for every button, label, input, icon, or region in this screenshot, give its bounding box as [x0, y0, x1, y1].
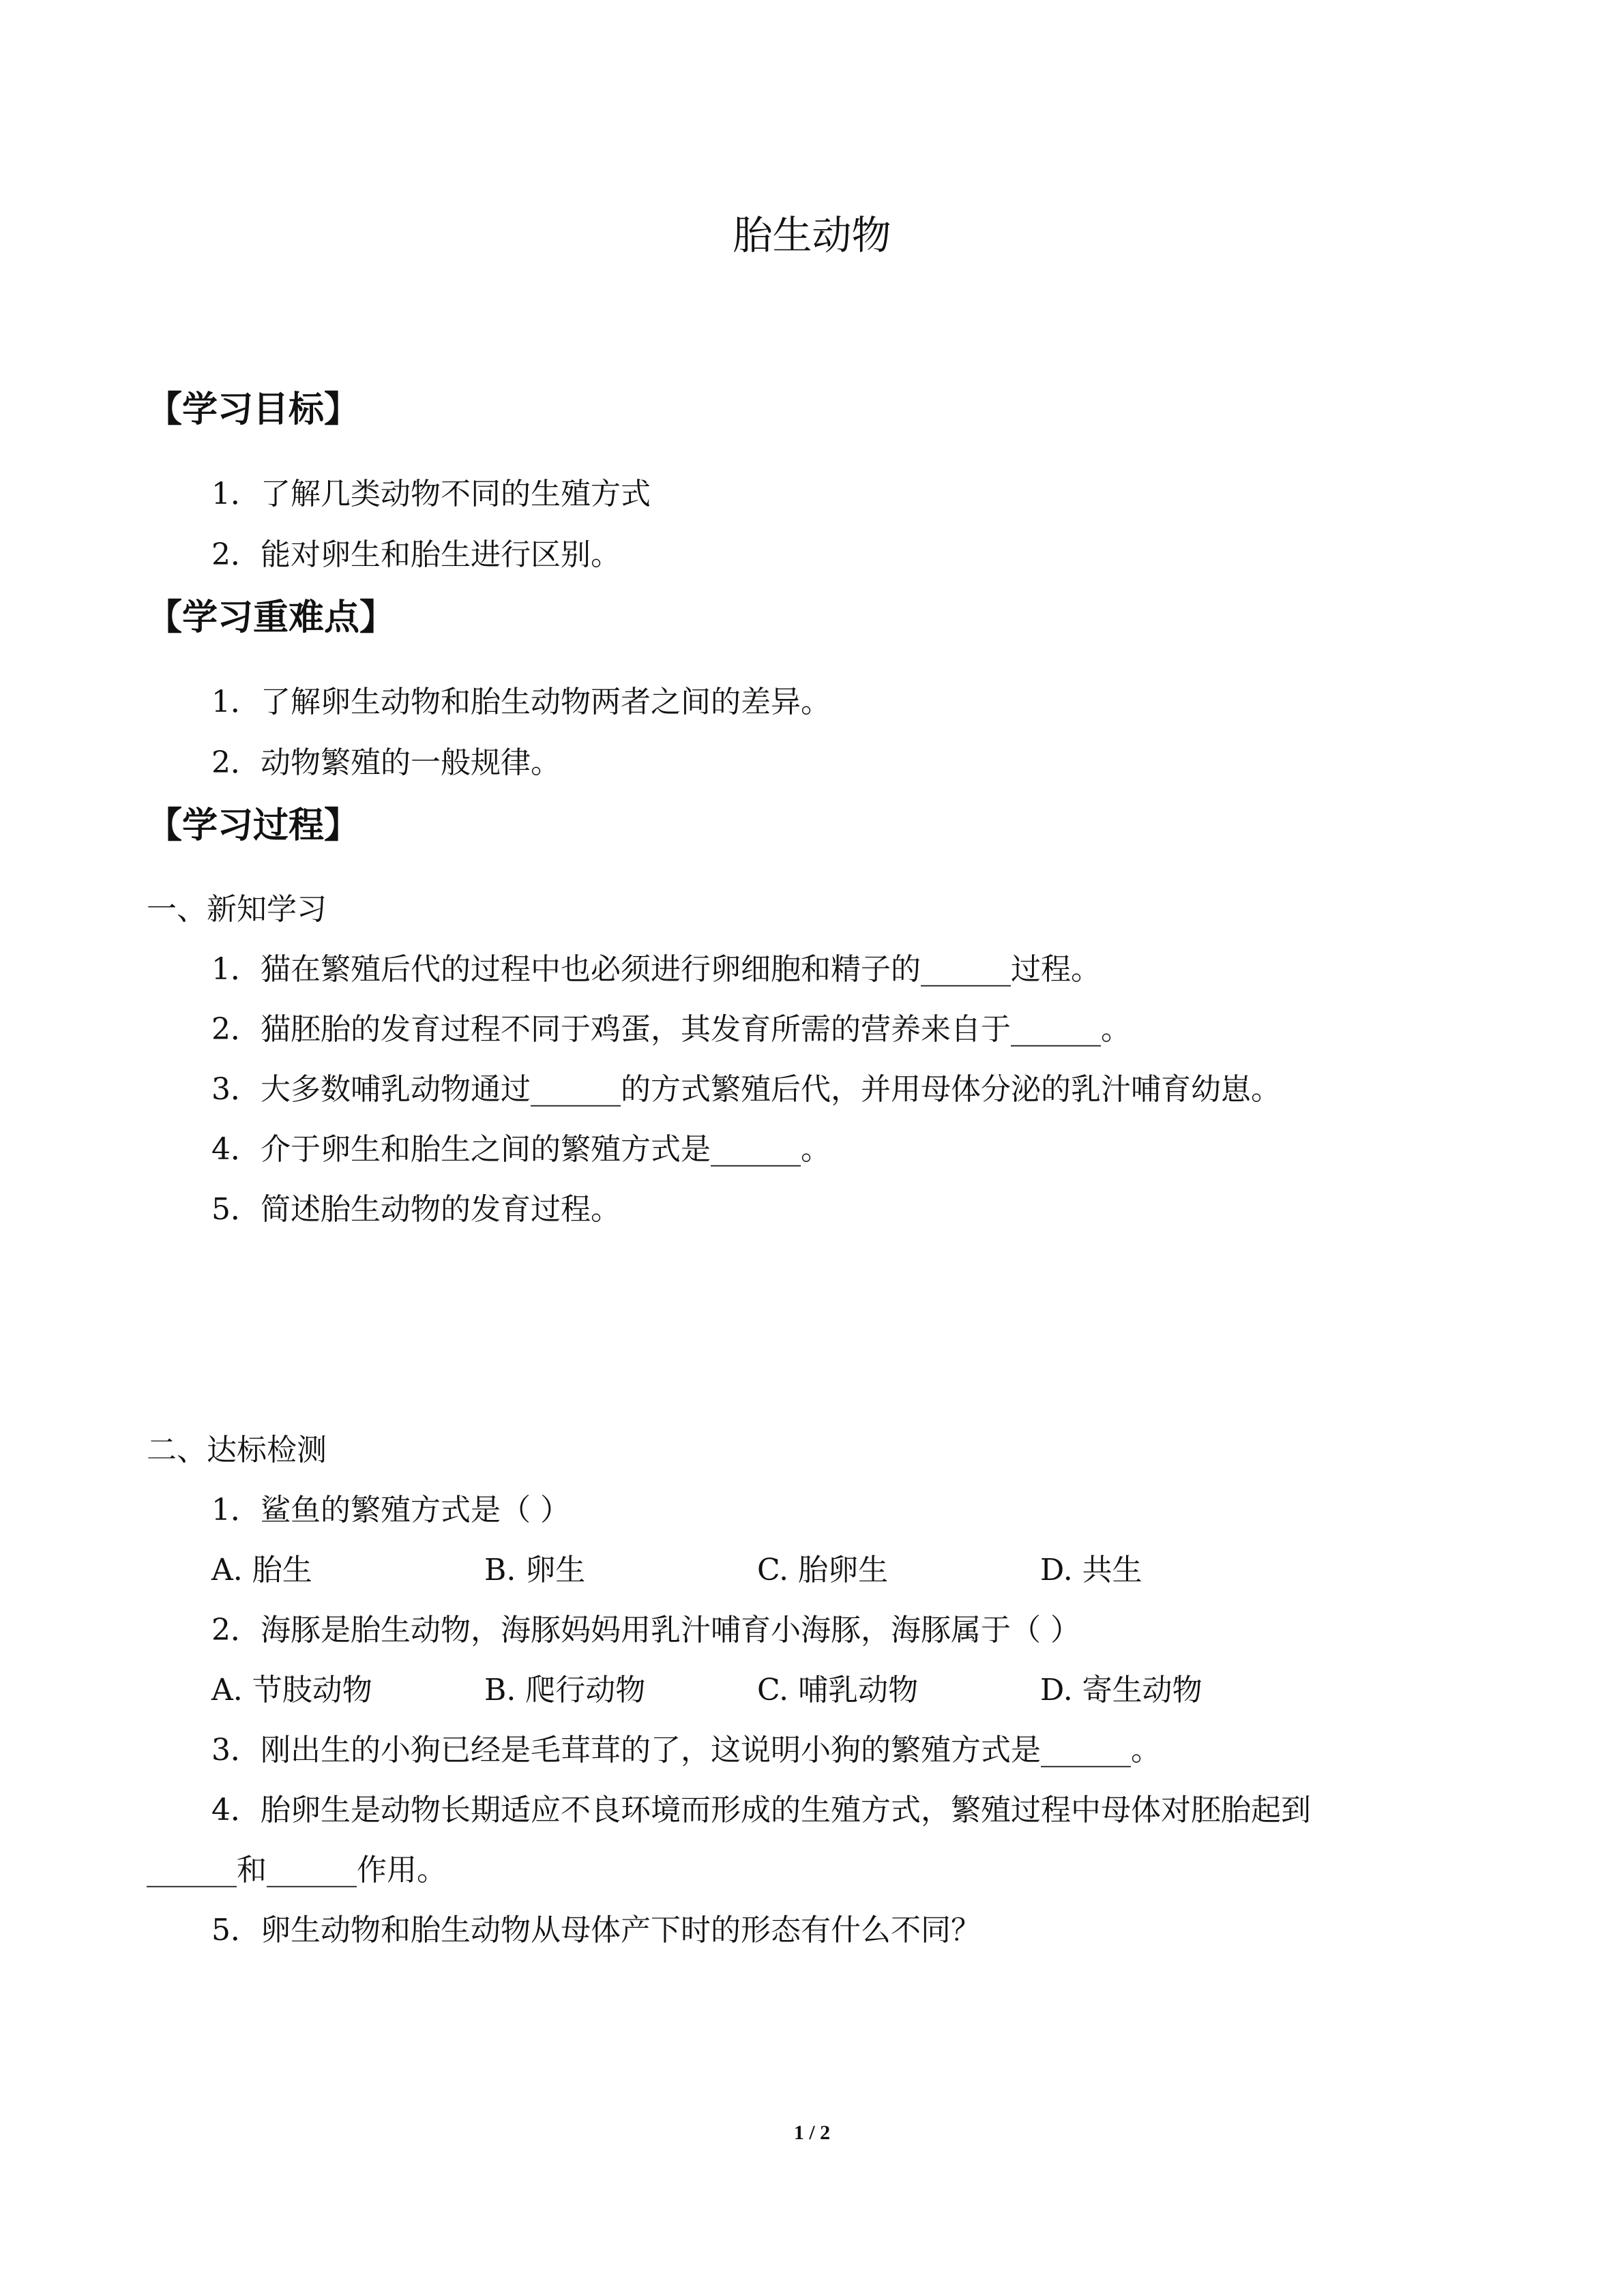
key-point-item-1: 1．了解卵生动物和胎生动物两者之间的差异。	[211, 685, 831, 719]
question-2-option-b: B. 爬行动物	[484, 1673, 646, 1708]
question-2-option-a: A. 节肢动物	[211, 1673, 372, 1708]
assessment-question-1: 1．鲨鱼的繁殖方式是（ ）	[211, 1493, 570, 1527]
question-2-option-d: D. 寄生动物	[1040, 1673, 1202, 1708]
assessment-question-3: 3．刚出生的小狗已经是毛茸茸的了，这说明小狗的繁殖方式是______。	[211, 1733, 1161, 1768]
new-knowledge-item-1: 1．猫在繁殖后代的过程中也必须进行卵细胞和精子的______过程。	[211, 952, 1101, 987]
goal-item-2: 2．能对卵生和胎生进行区别。	[211, 537, 621, 572]
assessment-heading: 二、达标检测	[147, 1433, 327, 1467]
key-point-item-2: 2．动物繁殖的一般规律。	[211, 745, 561, 780]
page-number: 1 / 2	[793, 2121, 831, 2144]
assessment-question-5: 5．卵生动物和胎生动物从母体产下时的形态有什么不同？	[211, 1913, 981, 1948]
new-knowledge-heading: 一、新知学习	[147, 892, 327, 927]
new-knowledge-item-3: 3．大多数哺乳动物通过______的方式繁殖后代，并用母体分泌的乳汁哺育幼崽。	[211, 1072, 1281, 1107]
goal-item-1: 1．了解几类动物不同的生殖方式	[211, 477, 651, 511]
assessment-question-2: 2．海豚是胎生动物，海豚妈妈用乳汁哺育小海豚，海豚属于（ ）	[211, 1613, 1080, 1648]
new-knowledge-item-4: 4．介于卵生和胎生之间的繁殖方式是______。	[211, 1132, 831, 1167]
assessment-question-4-line-1: 4．胎卵生是动物长期适应不良环境而形成的生殖方式，繁殖过程中母体对胚胎起到	[211, 1793, 1311, 1828]
question-1-option-d: D. 共生	[1040, 1553, 1142, 1587]
question-2-options	[211, 1669, 1507, 1712]
page-title: 胎生动物	[733, 212, 891, 258]
section-heading-goals: 【学习目标】	[147, 389, 360, 430]
assessment-question-4-line-2: ______和______作用。	[147, 1853, 447, 1888]
question-1-option-a: A. 胎生	[211, 1553, 312, 1587]
new-knowledge-item-2: 2．猫胚胎的发育过程不同于鸡蛋，其发育所需的营养来自于______。	[211, 1012, 1131, 1047]
section-heading-key-points: 【学习重难点】	[147, 597, 396, 638]
question-1-option-c: C. 胎卵生	[757, 1553, 889, 1587]
new-knowledge-item-5: 5．简述胎生动物的发育过程。	[211, 1192, 621, 1227]
question-1-options	[211, 1549, 1507, 1592]
question-1-option-b: B. 卵生	[484, 1553, 586, 1587]
question-2-option-c: C. 哺乳动物	[757, 1673, 919, 1708]
section-heading-process: 【学习过程】	[147, 805, 360, 846]
